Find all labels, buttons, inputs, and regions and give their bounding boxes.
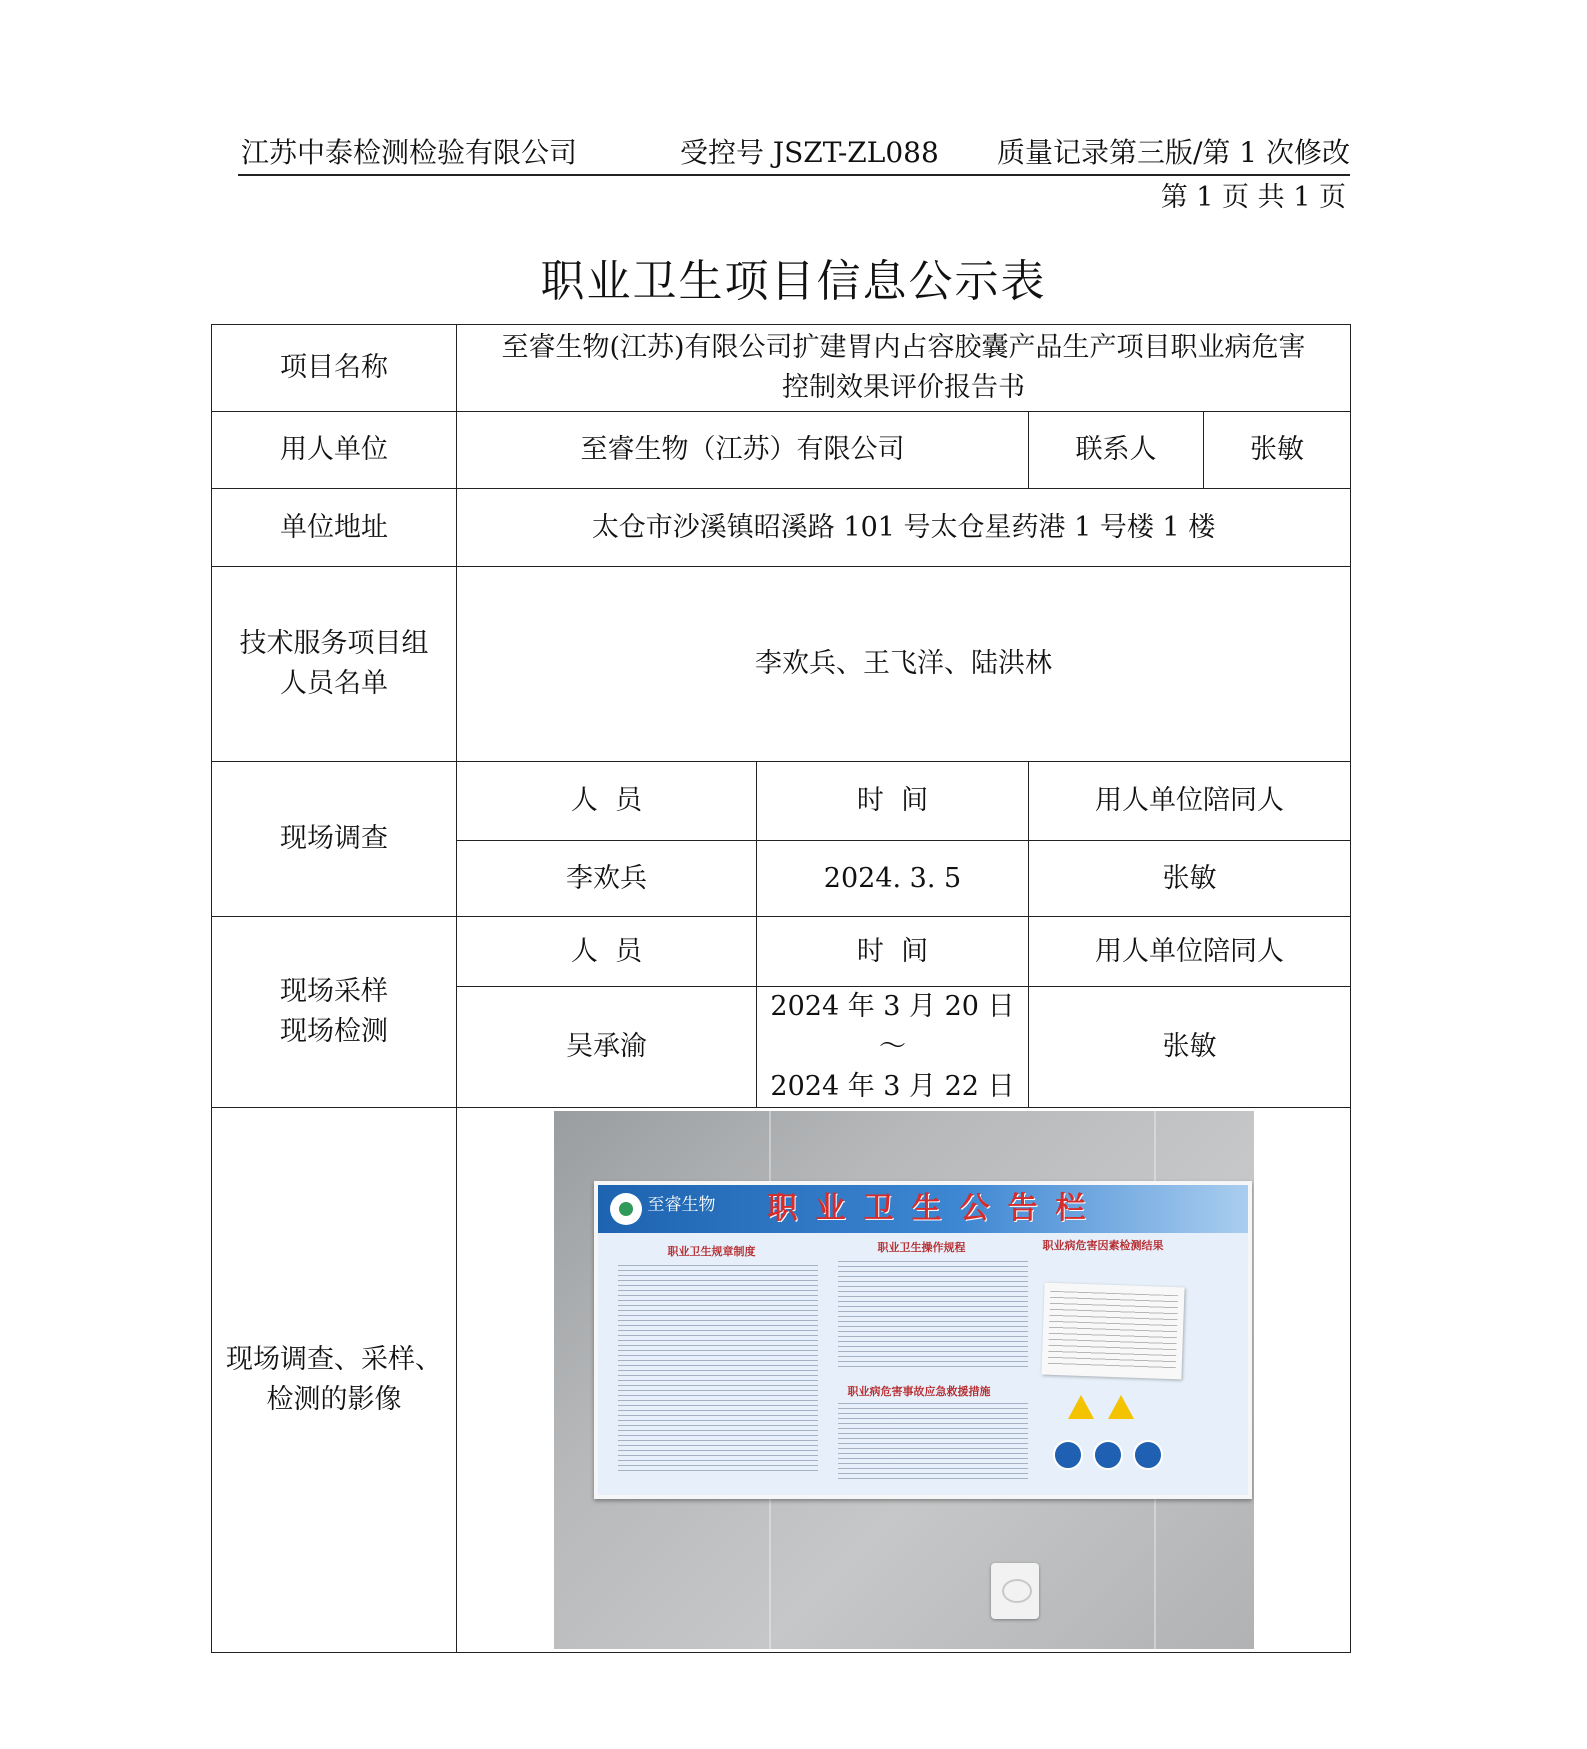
company-logo-icon (610, 1193, 642, 1225)
sampling-escort: 张敏 (1029, 987, 1351, 1108)
sampling-time-line1: 2024 年 3 月 20 日～ (770, 991, 1015, 1062)
protection-sign-icon (1053, 1440, 1083, 1470)
board-col1-title: 职业卫生规章制度 (667, 1245, 756, 1258)
survey-personnel: 李欢兵 (457, 841, 757, 917)
sampling-label-line2: 现场检测 (280, 1016, 388, 1047)
survey-time: 2024. 3. 5 (757, 841, 1029, 917)
team-value: 李欢兵、王飞洋、陆洪林 (457, 567, 1351, 762)
caution-sign-icon (1108, 1395, 1134, 1419)
table-row-survey-header (212, 762, 1351, 841)
sampling-label (212, 917, 457, 1108)
board-col3-title: 职业病危害因素检测结果 (1042, 1239, 1164, 1252)
sampling-time-line2: 2024 年 3 月 22 日 (770, 1071, 1015, 1102)
document-title: 职业卫生项目信息公示表 (540, 256, 1047, 307)
survey-col-time: 时 间 (757, 762, 1029, 841)
sampling-personnel: 吴承渝 (457, 987, 757, 1108)
board-col2-title: 职业卫生操作规程 (877, 1241, 966, 1254)
images-cell (457, 1108, 1351, 1653)
team-label-line2: 人员名单 (280, 668, 388, 699)
team-label (212, 567, 457, 762)
contact-value: 张敏 (1204, 412, 1351, 489)
survey-label: 现场调查 (212, 762, 457, 917)
address-value: 太仓市沙溪镇昭溪路 101 号太仓星药港 1 号楼 1 楼 (457, 489, 1351, 567)
posted-test-report (1041, 1283, 1184, 1380)
sampling-label-line1: 现场采样 (280, 976, 388, 1007)
project-name-label: 项目名称 (212, 325, 457, 412)
survey-escort: 张敏 (1029, 841, 1351, 917)
images-label (212, 1108, 457, 1653)
ventilation-sign-icon (1093, 1440, 1123, 1470)
table-row-team (212, 567, 1351, 762)
fan-sign-icon (1133, 1440, 1163, 1470)
header-company: 江苏中泰检测检验有限公司 (241, 136, 578, 169)
board-header (598, 1185, 1248, 1233)
bulletin-board (594, 1181, 1252, 1499)
site-photo (554, 1111, 1254, 1649)
employer-label: 用人单位 (212, 412, 457, 489)
survey-col-personnel: 人 员 (457, 762, 757, 841)
sampling-col-time: 时 间 (757, 917, 1029, 987)
warning-sign-icon (1068, 1395, 1094, 1419)
header-edition: 质量记录第三版/第 1 次修改 (996, 136, 1350, 169)
address-label: 单位地址 (212, 489, 457, 567)
contact-label: 联系人 (1029, 412, 1204, 489)
project-name-value-line2: 控制效果评价报告书 (782, 372, 1025, 403)
header-rule (238, 174, 1350, 176)
survey-col-escort: 用人单位陪同人 (1029, 762, 1351, 841)
table-row-address (212, 489, 1351, 567)
sampling-time (757, 987, 1029, 1108)
images-label-line2: 检测的影像 (266, 1384, 402, 1415)
board-title: 职业卫生公告栏 (767, 1191, 1104, 1226)
table-row-sampling-header (212, 917, 1351, 987)
team-label-line1: 技术服务项目组 (239, 628, 429, 659)
employer-value: 至睿生物（江苏）有限公司 (457, 412, 1029, 489)
images-label-line1: 现场调查、采样、 (226, 1344, 442, 1375)
project-name-value-line1: 至睿生物(江苏)有限公司扩建胃内占容胶囊产品生产项目职业病危害 (501, 332, 1306, 363)
table-row-project-name (212, 325, 1351, 412)
board-brand: 至睿生物 (647, 1195, 716, 1215)
header-control-number: 受控号 JSZT-ZL088 (680, 136, 939, 169)
board-col1-text (618, 1265, 818, 1475)
board-col2-subtitle: 职业病危害事故应急救援措施 (847, 1385, 991, 1398)
sampling-col-escort: 用人单位陪同人 (1029, 917, 1351, 987)
board-col2-text (838, 1261, 1028, 1371)
project-name-value (457, 325, 1351, 412)
table-row-employer (212, 412, 1351, 489)
card-reader-device (991, 1563, 1039, 1619)
header-page-number: 第 1 页 共 1 页 (1160, 182, 1346, 213)
project-info-table (211, 324, 1351, 1653)
table-row-images (212, 1108, 1351, 1653)
sampling-col-personnel: 人 员 (457, 917, 757, 987)
board-col2-text-2 (838, 1403, 1028, 1483)
